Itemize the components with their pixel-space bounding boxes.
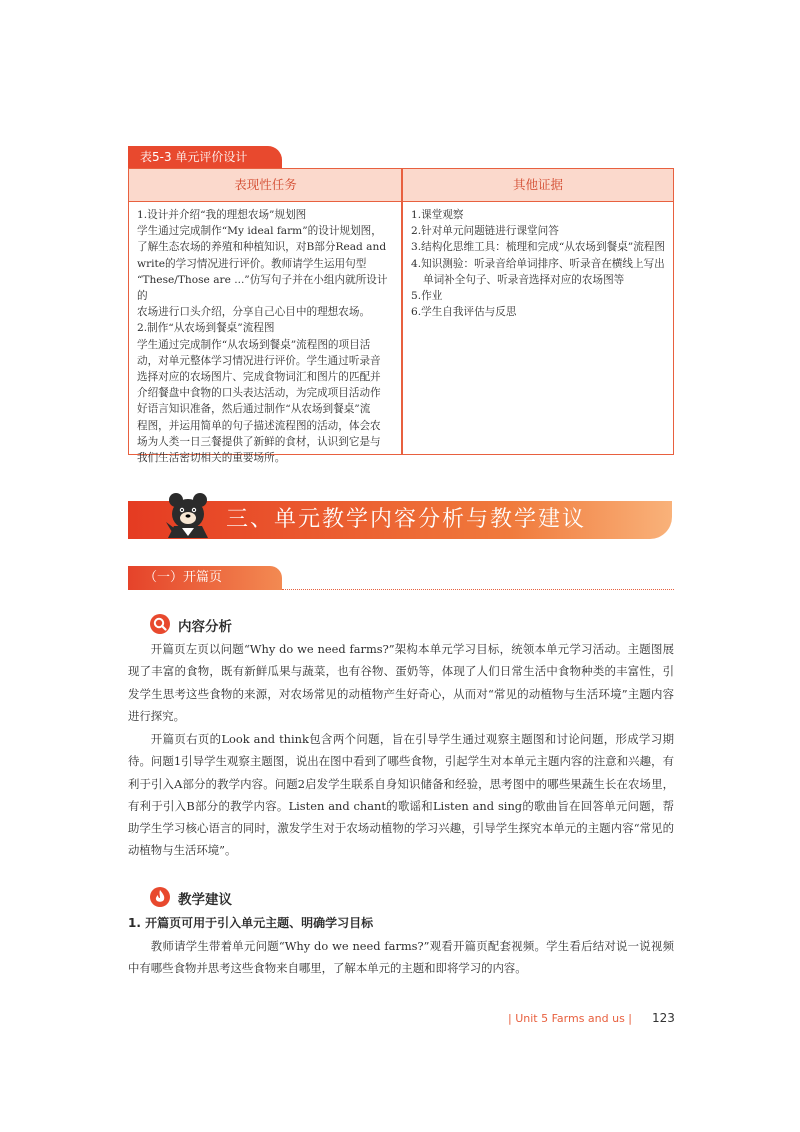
table-line: 好语言知识准备，然后通过制作“从农场到餐桌”流 — [137, 403, 371, 416]
performance-task-cell — [137, 207, 395, 466]
column-divider — [401, 169, 403, 454]
table-line: 学生通过完成制作“My ideal farm”的设计规划图， — [137, 225, 382, 238]
suggestion-item-paragraph: 教师请学生带着单元问题“Why do we need farms?”观看开篇页配套视频。学生看后结对说一说视频中有哪些食物并思考这些食物来自哪里，了解本单元的主题和即将学习的内容。 — [128, 939, 674, 976]
search-icon — [150, 614, 170, 634]
table-line: 2.制作“从农场到餐桌”流程图 — [137, 322, 275, 335]
table-line: “These/Those are ...”仿写句子并在小组内就所设计的 — [137, 273, 388, 303]
page-number: 123 — [652, 1011, 675, 1025]
table-line: 动，对单元整体学习情况进行评价。学生通过听录音 — [137, 354, 381, 367]
table-line: 程图，并运用简单的句子描述流程图的活动，体会农 — [137, 419, 381, 432]
table-line: 场为人类一日三餐提供了新鲜的食材，认识到它是与 — [137, 435, 381, 448]
table-line: 农场进行口头介绍，分享自己心目中的理想农场。 — [137, 306, 371, 319]
table-line: 选择对应的农场图片、完成食物词汇和图片的匹配并 — [137, 371, 381, 384]
table-line: write的学习情况进行评价。教师请学生运用句型 — [137, 257, 367, 270]
suggestion-item-title: 1. 开篇页可用于引入单元主题、明确学习目标 — [128, 916, 374, 930]
evidence-item: 4.知识测验：听录音给单词排序、听录音在横线上写出单词补全句子、听录音选择对应的农场图等 — [411, 257, 665, 286]
bear-mascot-icon — [162, 488, 214, 540]
col1-header: 表现性任务 — [234, 177, 297, 192]
section-title: 三、单元教学内容分析与教学建议 — [226, 507, 587, 532]
footer-unit-label: | Unit 5 Farms and us | — [508, 1012, 633, 1025]
table-line: 介绍餐盘中食物的口头表达活动，为完成项目活动作 — [137, 387, 381, 400]
evidence-item: 3.结构化思维工具：梳理和完成“从农场到餐桌”流程图 — [411, 241, 665, 254]
content-analysis-heading: 内容分析 — [178, 619, 232, 635]
col2-header: 其他证据 — [512, 177, 563, 192]
evaluation-table — [128, 168, 674, 465]
table-line: 了解生态农场的养殖和种植知识，对B部分Read and — [137, 241, 387, 254]
evidence-item: 6.学生自我评估与反思 — [411, 306, 517, 319]
subsection-tab: （一）开篇页 — [128, 566, 282, 590]
table-line: 学生通过完成制作“从农场到餐桌”流程图的项目活 — [137, 338, 371, 351]
table-line: 1.设计并介绍“我的理想农场”规划图 — [137, 209, 307, 221]
table-line: 我们生活密切相关的重要场所。 — [137, 452, 286, 465]
other-evidence-cell — [411, 207, 667, 320]
flame-icon — [150, 887, 170, 907]
teaching-suggestions-heading: 教学建议 — [178, 892, 232, 908]
evidence-item: 1.课堂观察 — [411, 209, 464, 221]
evidence-item: 5.作业 — [411, 290, 443, 303]
dotted-divider — [282, 589, 674, 590]
analysis-paragraph-1: 开篇页左页以问题“Why do we need farms?”架构本单元学习目标，统领本单元学习活动。主题图展现了丰富的食物，既有新鲜瓜果与蔬菜，也有谷物、蛋奶等，体现了人们日常生活中食物种类的丰富性，引发学生思考这些食物的来源，对农场常见的动植物产生好奇心，从而对“常见的动植物与生活环境”主题内容进行探究。 — [128, 642, 674, 723]
evidence-item: 2.针对单元问题链进行课堂问答 — [411, 225, 559, 238]
table-caption: 表5-3 单元评价设计 — [128, 146, 282, 168]
analysis-paragraph-2: 开篇页右页的Look and think包含两个问题，旨在引导学生通过观察主题图和讨论问题，形成学习期待。问题1引导学生观察主题图，说出在图中看到了哪些食物，引起学生对本单元主题内容的注意和兴趣，有利于引入A部分的教学内容。问题2启发学生联系自身知识储备和经验，思考图中的哪些果蔬生长在农场里，有利于引入B部分的教学内容。Listen and chant的歌谣和Listen and sing的歌曲旨在回答单元问题，帮助学生学习核心语言的同时，激发学生对于农场动植物的学习兴趣，引导学生探究本单元的主题内容“常见的动植物与生活环境”。 — [128, 732, 674, 858]
